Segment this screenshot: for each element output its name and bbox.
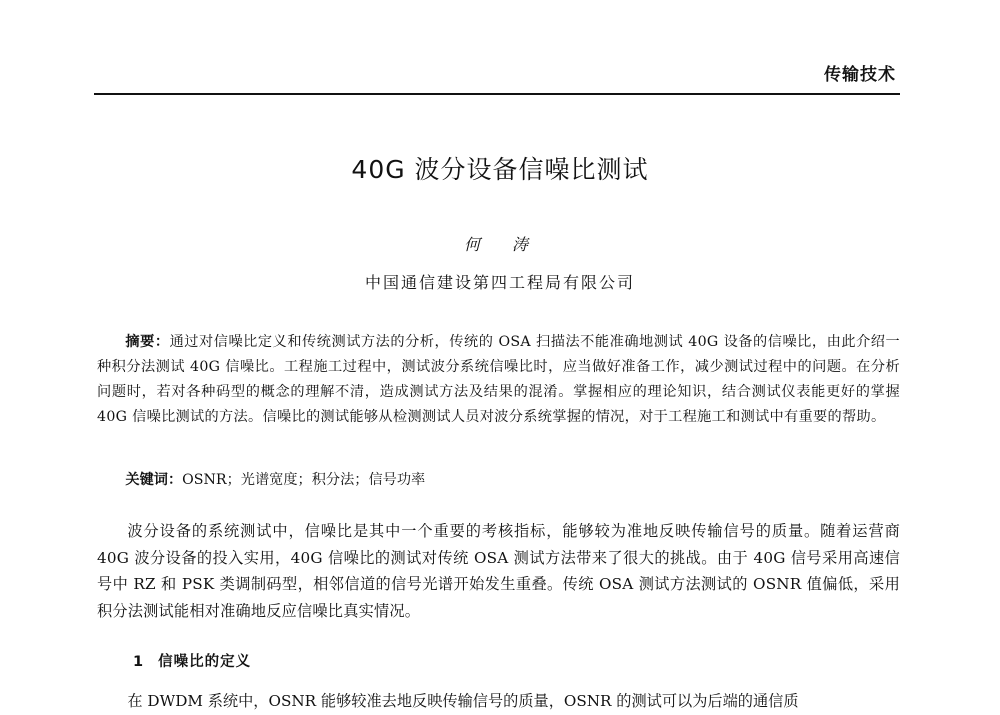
section-heading	[133, 650, 251, 671]
abstract-text: 通过对信噪比定义和传统测试方法的分析，传统的 OSA 扫描法不能准确地测试 40G 设备的信噪比，由此介绍一种积分法测试 40G 信噪比。工程施工过程中，测试波分系统信噪比时，应当做好准备工作，减少测试过程中的问题。在分析问题时，若对各种码型的概念的理解不清，造成测试方法及结果的混淆。掌握相应的理论知识，结合测试仪表能更好的掌握 40G 信噪比测试的方法。信噪比的测试能够从检测测试人员对波分系统掌握的情况，对于工程施工和测试中有重要的帮助。	[97, 334, 900, 425]
section-number: 1	[133, 654, 145, 670]
article-title: 40G 波分设备信噪比测试	[351, 155, 649, 184]
section-paragraph: 在 DWDM 系统中，OSNR 能够较准去地反映传输信号的质量，OSNR 的测试可以为后端的通信质	[127, 692, 799, 710]
article-affiliation: 中国通信建设第四工程局有限公司	[364, 273, 635, 292]
keywords-label: 关键词：	[125, 472, 183, 488]
abstract-label: 摘要：	[125, 334, 170, 350]
keywords-text: OSNR；光谱宽度；积分法；信号功率	[182, 472, 426, 488]
header-rule	[94, 93, 900, 95]
journal-section-label: 传输技术	[824, 65, 896, 85]
section-title: 信噪比的定义	[158, 654, 252, 670]
intro-paragraph: 波分设备的系统测试中，信噪比是其中一个重要的考核指标，能够较为准地反映传输信号的质量。随着运营商 40G 波分设备的投入实用，40G 信噪比的测试对传统 OSA 测试方法带来了很大的挑战。由于 40G 信号采用高速信号中 RZ 和 PSK 类调制码型，相邻信道的信号光谱开始发生重叠。传统 OSA 测试方法测试的 OSNR 值偏低，采用积分法测试能相对准确地反应信噪比真实情况。	[97, 522, 900, 620]
article-author: 何 涛	[463, 235, 536, 254]
abstract	[97, 330, 900, 430]
keywords	[97, 468, 900, 493]
